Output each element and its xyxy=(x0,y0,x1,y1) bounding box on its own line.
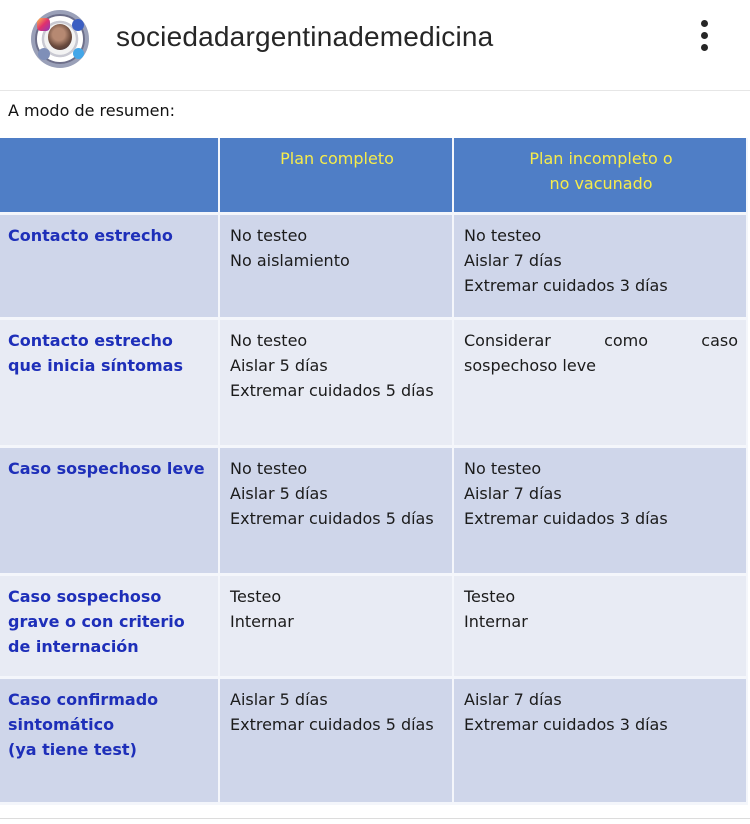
divider xyxy=(0,818,750,819)
cell-plan-completo xyxy=(219,318,453,446)
summary-title: A modo de resumen: xyxy=(8,101,176,120)
post-image[interactable] xyxy=(0,91,750,808)
table-row xyxy=(0,677,747,803)
cell-plan-incompleto: Aislar 7 días Extremar cuidados 3 días xyxy=(453,677,747,803)
cell-plan-completo: Aislar 5 días Extremar cuidados 5 días xyxy=(219,677,453,803)
more-vertical-icon-dot xyxy=(701,32,708,39)
cell-plan-incompleto: Considerar como caso sospechoso leve xyxy=(453,318,747,446)
table-row xyxy=(0,318,747,446)
twitter-icon xyxy=(73,48,84,59)
cell-plan-completo: No testeo Aislar 5 días Extremar cuidados 5 días xyxy=(219,446,453,574)
instagram-icon xyxy=(37,18,50,31)
cell-plan-incompleto: Testeo Internar xyxy=(453,574,747,677)
avatar-logo-center xyxy=(48,24,72,50)
header-plan-completo: Plan completo xyxy=(219,138,453,213)
header-plan-incompleto xyxy=(453,138,747,213)
table-row xyxy=(0,213,747,318)
post-header xyxy=(0,0,750,91)
facebook-icon xyxy=(72,19,84,31)
whatsapp-icon xyxy=(38,48,50,60)
row-label: Contacto estrecho que inicia síntomas xyxy=(0,318,219,446)
more-vertical-icon-dot xyxy=(701,44,708,51)
table-row xyxy=(0,574,747,677)
cell-text: No testeo Aislar 5 días Extremar cuidados 5 días xyxy=(230,330,434,400)
cell-plan-completo: No testeo No aislamiento xyxy=(219,213,453,318)
summary-table xyxy=(0,138,748,805)
row-label: Caso sospechoso leve xyxy=(0,446,219,574)
cell-plan-incompleto: No testeo Aislar 7 días Extremar cuidados 3 días xyxy=(453,213,747,318)
row-label: Caso confirmado sintomático (ya tiene test) xyxy=(0,677,219,803)
more-vertical-icon-dot xyxy=(701,20,708,27)
username-link[interactable]: sociedadargentinademedicina xyxy=(116,21,494,52)
header-cell-empty xyxy=(0,138,219,213)
profile-avatar[interactable] xyxy=(31,10,89,68)
cell-plan-incompleto: No testeo Aislar 7 días Extremar cuidados 3 días xyxy=(453,446,747,574)
more-options-button[interactable] xyxy=(690,14,720,58)
header-plan-incompleto-text: Plan incompleto o no vacunado xyxy=(529,149,673,193)
cell-plan-completo: Testeo Internar xyxy=(219,574,453,677)
table-row xyxy=(0,446,747,574)
row-label: Contacto estrecho xyxy=(0,213,219,318)
row-label: Caso sospechoso grave o con criterio de internación xyxy=(0,574,219,677)
